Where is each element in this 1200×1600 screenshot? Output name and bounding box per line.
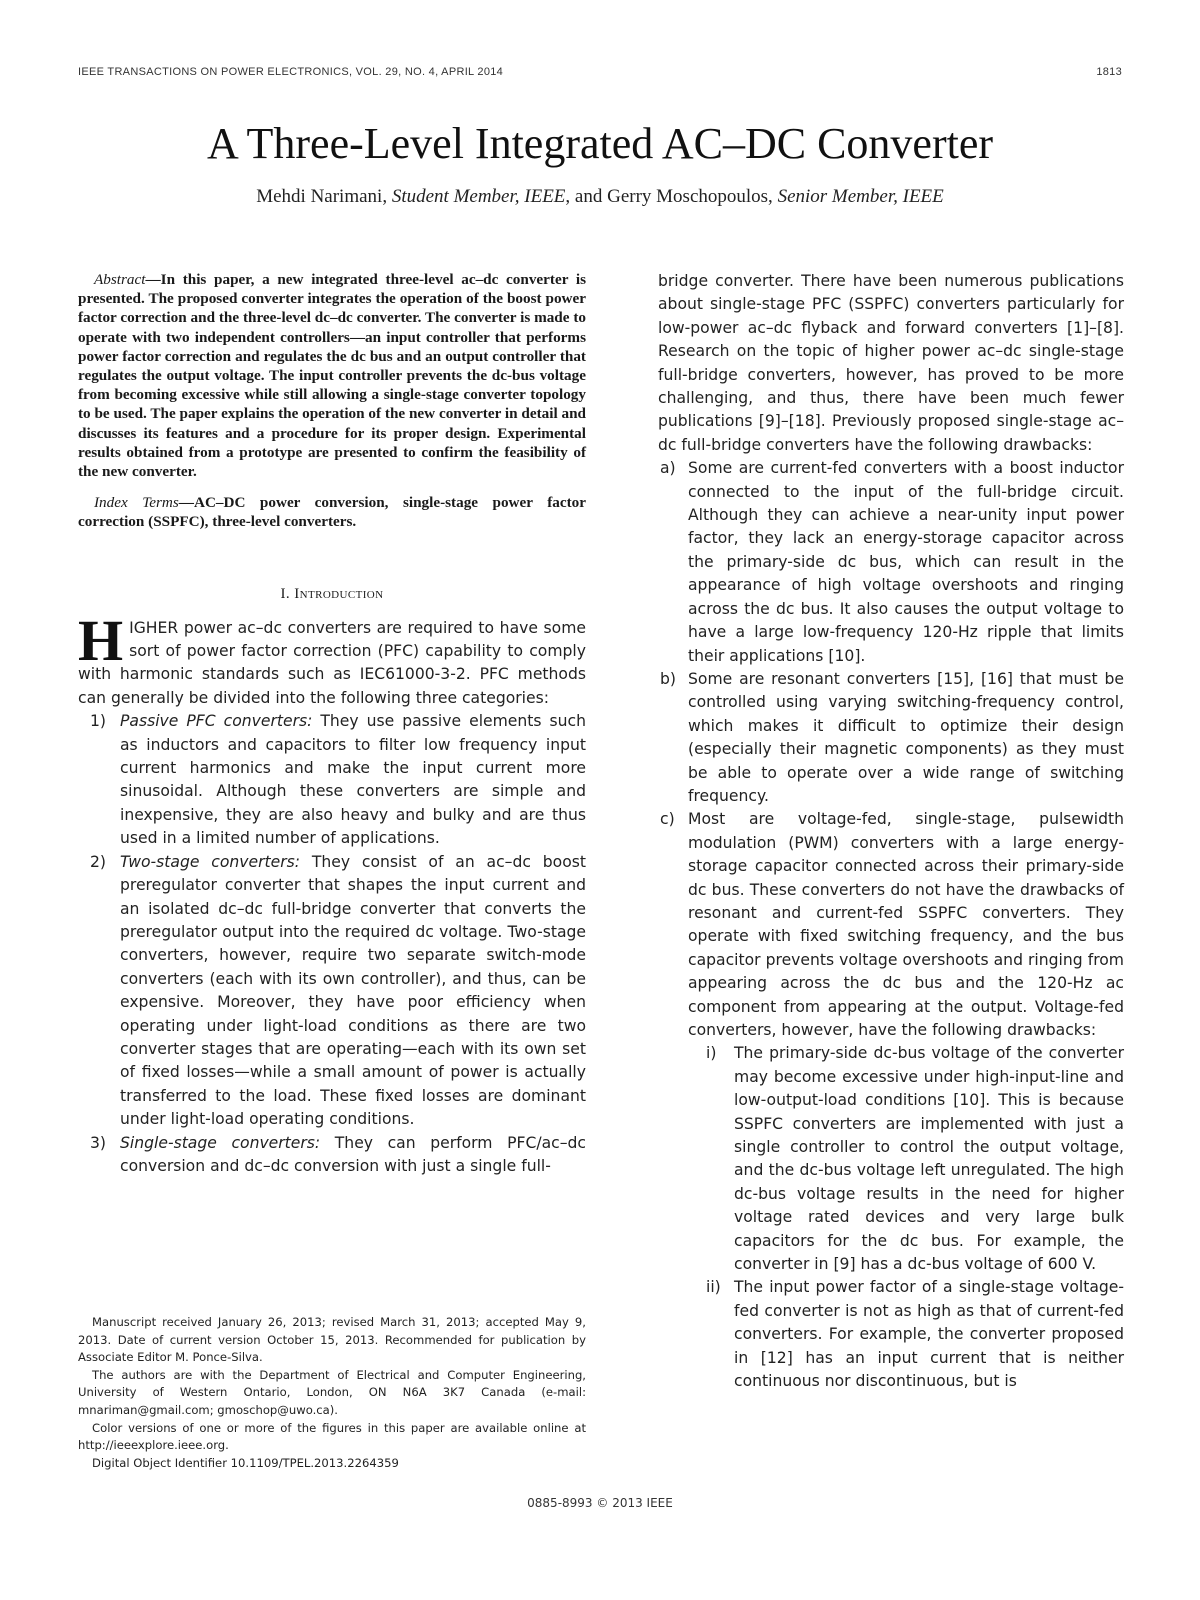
voltage-fed-drawbacks-list (658, 1042, 1124, 1393)
list-marker: a) (660, 459, 676, 478)
abstract-label: Abstract (94, 271, 146, 288)
list-item-text: The input power factor of a single-stage voltage-fed converter is not as high as that of current-fed converters. For example, the converter proposed in [12] has an input current that is neither continuous nor discontinuous, but is (734, 1278, 1124, 1391)
abstract-text: —In this paper, a new integrated three-level ac–dc converter is presented. The proposed converter integrates the operation of the boost power factor correction and the three-level dc–dc converter. The converter is made to operate with two independent controllers—an input controller that performs power factor correction and regulates the dc bus and an output controller that regulates the output voltage. The input controller prevents the dc-bus voltage from becoming excessive while still allowing a single-stage converter topology to be used. The paper explains the operation of the new converter in detail and discusses its features and a procedure for its proper design. Experimental results obtained from a prototype are presented to confirm the feasibility of the new converter. (78, 271, 586, 481)
copyright-line: 0885-8993 © 2013 IEEE (527, 1496, 673, 1510)
list-marker: c) (660, 810, 675, 829)
list-item (78, 710, 586, 850)
list-marker: b) (660, 669, 676, 688)
list-item (658, 457, 1124, 668)
list-item-text: The primary-side dc-bus voltage of the converter may become excessive under high-input-line and low-output-load conditions [10]. This is because SSPFC converters are implemented with just a single controller to control the output voltage, and the dc-bus voltage left unregulated. The high dc-bus voltage results in the need for higher voltage rated devices and very large bulk capacitors for the dc bus. For example, the converter in [9] has a dc-bus voltage of 600 V. (734, 1044, 1124, 1274)
list-item (78, 851, 586, 1132)
list-item (78, 1132, 586, 1179)
footnote-doi: Digital Object Identifier 10.1109/TPEL.2013.2264359 (92, 1455, 399, 1470)
list-item (658, 1042, 1124, 1276)
list-item-text: They consist of an ac–dc boost preregulator converter that shapes the input current and an isolated dc–dc full-bridge converter that converts the preregulator output into the required dc voltage. Two-stage converters, however, require two separate switch-mode converters (each with its own controller), and thus, can be expensive. Moreover, they have poor efficiency when operating under light-load conditions as there are two converter stages that are operating—each with its own set of fixed losses—while a small amount of power is actually transferred to the load. These fixed losses are dominant under light-load operating conditions. (120, 852, 586, 1129)
abstract (78, 270, 586, 481)
list-item (658, 808, 1124, 1042)
right-intro-paragraph: bridge converter. There have been numerous publications about single-stage PFC (SSPFC) converters particularly for low-power ac–dc flyback and forward converters [1]–[8]. Research on the topic of higher power ac–dc single-stage full-bridge converters, however, has proved to be more challenging, and thus, there have been much fewer publications [9]–[18]. Previously proposed single-stage ac–dc full-bridge converters have the following drawbacks: (658, 272, 1124, 454)
author-1-role: Student Member, IEEE (391, 186, 566, 207)
list-item (658, 1276, 1124, 1393)
footnote-color-versions: Color versions of one or more of the figures in this paper are available online at http://ieeexplore.ieee.org. (78, 1420, 586, 1453)
footnote-affiliation: The authors are with the Department of Electrical and Computer Engineering, University of Western Ontario, London, ON N6A 3K7 Canada (e-mail: mnariman@gmail.com; gmoschop@uwo.ca). (78, 1367, 586, 1417)
list-item (658, 668, 1124, 808)
list-item-label: Passive PFC converters: (120, 712, 313, 731)
author-2-role: Senior Member, IEEE (777, 186, 944, 207)
footnote-manuscript: Manuscript received January 26, 2013; revised March 31, 2013; accepted May 9, 2013. Date of current version October 15, 2013. Recommended for publication by Associate Editor M. Ponce-Silva. (78, 1315, 586, 1365)
intro-text: IGHER power ac–dc converters are required to have some sort of power factor correction (PFC) capability to comply with harmonic standards such as IEC61000-3-2. PFC methods can generally be divided into the following three categories: (78, 618, 586, 707)
drop-cap: H (78, 607, 124, 673)
section-heading-introduction (78, 586, 586, 603)
list-item-text: Some are current-fed converters with a boost inductor connected to the input of the full-bridge circuit. Although they can achieve a near-unity input power factor, they lack an energy-storage capacitor across the primary-side dc bus, which can result in the appearance of high voltage overshoots and ringing across the dc bus. It also causes the output voltage to have a large low-frequency 120-Hz ripple that limits their applications [10]. (688, 459, 1124, 665)
list-marker: 2) (90, 852, 107, 871)
list-item-label: Single-stage converters: (120, 1133, 321, 1152)
section-number: I. (280, 585, 295, 602)
author-joiner: , and Gerry Moschopoulos, (565, 186, 778, 207)
list-item-text: Some are resonant converters [15], [16] that must be controlled using varying switching-frequency control, which makes it difficult to optimize their design (especially their magnetic components) as they must be able to operate over a wide range of switching frequency. (688, 669, 1124, 805)
right-column (658, 270, 1124, 1394)
list-marker: i) (706, 1044, 717, 1063)
list-item-text: They use passive elements such as inductors and capacitors to filter low frequency input current harmonics and make the input current more sinusoidal. Although these converters are simple and inexpensive, they are also heavy and bulky and are thus used in a limited number of applications. (120, 712, 586, 848)
footnotes (78, 1314, 586, 1472)
section-title: Introduction (294, 585, 384, 602)
running-header (78, 66, 1122, 84)
page-number: 1813 (1096, 66, 1122, 78)
index-terms-text: —AC–DC power conversion, single-stage power factor correction (SSPFC), three-level converters. (78, 494, 586, 531)
index-terms (78, 493, 586, 531)
author-line (0, 186, 1200, 208)
list-marker: 3) (90, 1133, 107, 1152)
journal-citation: IEEE TRANSACTIONS ON POWER ELECTRONICS, VOL. 29, NO. 4, APRIL 2014 (78, 66, 504, 78)
drawbacks-list (658, 457, 1124, 1042)
intro-paragraph (78, 607, 586, 711)
paper-title: A Three-Level Integrated AC–DC Converter (206, 119, 994, 168)
left-column (78, 270, 586, 1178)
list-item-text: Most are voltage-fed, single-stage, pulsewidth modulation (PWM) converters with a large energy-storage capacitor connected across their primary-side dc bus. These converters do not have the drawbacks of resonant and current-fed SSPFC converters. They operate with fixed switching frequency, and the bus capacitor prevents voltage overshoots and ringing from appearing across the dc bus and the 120-Hz ac component from appearing at the output. Voltage-fed converters, however, have the following drawbacks: (688, 810, 1124, 1039)
list-marker: 1) (90, 712, 107, 731)
list-item-text: They can perform PFC/ac–dc conversion and dc–dc conversion with just a single full- (120, 1133, 586, 1175)
list-marker: ii) (706, 1278, 721, 1297)
list-item-label: Two-stage converters: (120, 852, 301, 871)
index-terms-label: Index Terms (94, 494, 179, 512)
pfc-category-list (78, 710, 586, 1178)
author-1-name: Mehdi Narimani, (256, 186, 392, 207)
